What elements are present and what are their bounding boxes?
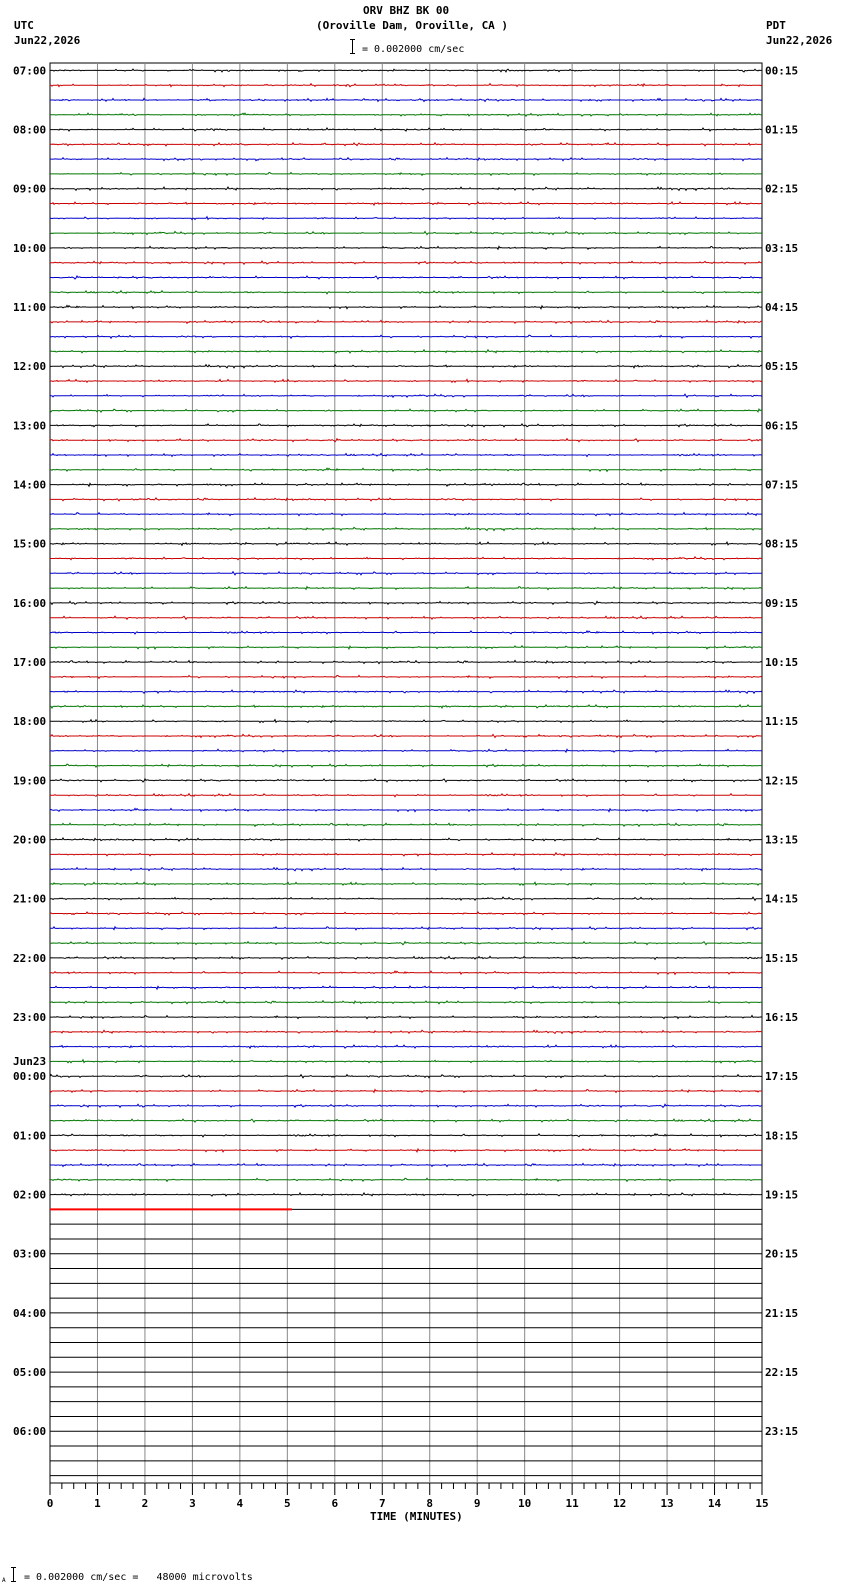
trace-line	[50, 98, 762, 101]
trace-line	[50, 601, 762, 604]
utc-hour-label: 15:00	[13, 537, 47, 551]
footer-scale-icon	[11, 1567, 16, 1582]
pdt-hour-label: 16:15	[765, 1011, 799, 1025]
trace-line	[50, 1060, 762, 1063]
trace-line	[50, 882, 762, 885]
trace-line	[50, 439, 762, 442]
pdt-label: PDT	[766, 19, 786, 32]
trace-line	[50, 1001, 762, 1004]
trace-line	[50, 1104, 762, 1107]
utc-hour-label: 20:00	[13, 833, 47, 847]
trace-line	[50, 143, 762, 146]
utc-hour-label: 00:00	[13, 1070, 47, 1084]
pdt-hour-label: 08:15	[765, 537, 799, 551]
utc-hour-label: 09:00	[13, 182, 47, 196]
trace-line	[50, 720, 762, 723]
utc-hour-label: 01:00	[13, 1129, 47, 1143]
utc-hour-label: 14:00	[13, 478, 47, 492]
trace-line	[50, 350, 762, 353]
trace-line	[50, 113, 762, 116]
pdt-hour-label: 03:15	[765, 241, 799, 255]
trace-line	[50, 246, 762, 249]
x-tick-label: 3	[189, 1497, 196, 1510]
footer-scale-prefix: A	[2, 1577, 6, 1584]
x-tick-label: 15	[755, 1497, 769, 1510]
trace-line	[50, 1016, 762, 1019]
trace-line	[50, 764, 762, 767]
utc-hour-label: 21:00	[13, 892, 47, 906]
trace-line	[50, 513, 762, 516]
trace-line	[50, 379, 762, 382]
trace-line	[50, 483, 762, 486]
trace-line	[50, 1134, 762, 1137]
trace-line	[50, 868, 762, 871]
pdt-hour-label: 05:15	[765, 360, 799, 374]
trace-line	[50, 986, 762, 989]
utc-hour-label: 18:00	[13, 715, 47, 729]
plot-frame	[50, 63, 762, 1483]
trace-line	[50, 173, 762, 176]
x-tick-label: 0	[46, 1497, 54, 1510]
pdt-hour-label: 10:15	[765, 656, 799, 670]
trace-line	[50, 187, 762, 190]
pdt-hour-label: 04:15	[765, 301, 799, 315]
chart-title: ORV BHZ BK 00	[363, 4, 450, 17]
trace-line	[50, 587, 762, 590]
pdt-hour-label: 18:15	[765, 1129, 799, 1143]
trace-line	[50, 1163, 762, 1166]
x-tick-label: 8	[426, 1497, 434, 1510]
trace-line	[50, 128, 762, 131]
pdt-hour-label: 11:15	[765, 715, 799, 729]
trace-line	[50, 276, 762, 279]
trace-line	[50, 572, 762, 575]
x-tick-label: 10	[518, 1497, 532, 1510]
trace-line	[50, 468, 762, 471]
scale-text: = 0.002000 cm/sec	[362, 44, 465, 55]
pdt-hour-label: 17:15	[765, 1070, 799, 1084]
trace-line	[50, 394, 762, 397]
trace-line	[50, 631, 762, 634]
utc-hour-label: 06:00	[13, 1425, 47, 1439]
utc-hour-label: 17:00	[13, 656, 47, 670]
utc-hour-label: 16:00	[13, 596, 47, 610]
trace-line	[50, 1119, 762, 1122]
trace-line	[50, 1178, 762, 1181]
trace-line	[50, 1030, 762, 1033]
trace-line	[50, 1090, 762, 1093]
utc-hour-label: 23:00	[13, 1011, 47, 1025]
trace-line	[50, 291, 762, 294]
x-tick-label: 14	[707, 1497, 722, 1510]
trace-line	[50, 320, 762, 323]
x-tick-label: 12	[612, 1497, 627, 1510]
trace-line	[50, 690, 762, 693]
pdt-hour-label: 02:15	[765, 182, 799, 196]
trace-line	[50, 927, 762, 930]
trace-line	[50, 897, 762, 900]
trace-line	[50, 838, 762, 841]
x-tick-label: 5	[284, 1497, 291, 1510]
trace-line	[50, 734, 762, 737]
trace-line	[50, 335, 762, 338]
utc-date: Jun22,2026	[14, 34, 81, 47]
trace-line	[50, 527, 762, 530]
x-tick-label: 1	[94, 1497, 101, 1510]
utc-hour-label: 02:00	[13, 1188, 47, 1202]
pdt-hour-label: 06:15	[765, 419, 799, 433]
trace-line	[50, 675, 762, 678]
utc-hour-label: 22:00	[13, 951, 47, 965]
trace-line	[50, 646, 762, 649]
utc-hour-label: 05:00	[13, 1366, 47, 1380]
utc-hour-label: 03:00	[13, 1247, 47, 1261]
x-axis-title: TIME (MINUTES)	[370, 1510, 463, 1523]
x-tick-label: 6	[331, 1497, 339, 1510]
x-tick-label: 11	[565, 1497, 579, 1510]
trace-line	[50, 956, 762, 959]
trace-line	[50, 306, 762, 309]
x-tick-label: 9	[473, 1497, 481, 1510]
pdt-hour-label: 09:15	[765, 596, 799, 610]
x-tick-label: 4	[236, 1497, 244, 1510]
trace-line	[50, 912, 762, 915]
pdt-date: Jun22,2026	[766, 34, 833, 47]
pdt-hour-label: 19:15	[765, 1188, 799, 1202]
chart-subtitle: (Oroville Dam, Oroville, CA )	[316, 19, 509, 32]
pdt-hour-label: 13:15	[765, 833, 799, 847]
pdt-hour-label: 15:15	[765, 951, 799, 965]
footer-scale-text: = 0.002000 cm/sec = 48000 microvolts	[24, 1572, 253, 1583]
pdt-hour-label: 01:15	[765, 123, 799, 137]
pdt-hour-label: 14:15	[765, 892, 799, 906]
utc-hour-label: 12:00	[13, 360, 47, 374]
trace-line	[50, 498, 762, 501]
pdt-hour-label: 07:15	[765, 478, 799, 492]
trace-line	[50, 202, 762, 205]
trace-line	[50, 749, 762, 752]
trace-line	[50, 232, 762, 235]
trace-line	[50, 779, 762, 782]
pdt-hour-label: 22:15	[765, 1366, 799, 1380]
trace-line	[50, 158, 762, 161]
trace-line	[50, 424, 762, 427]
pdt-hour-label: 20:15	[765, 1247, 799, 1261]
x-tick-label: 2	[141, 1497, 149, 1510]
utc-hour-label: 08:00	[13, 123, 47, 137]
utc-hour-label: 13:00	[13, 419, 47, 433]
trace-line	[50, 217, 762, 220]
trace-line	[50, 409, 762, 412]
utc-label: UTC	[14, 19, 34, 32]
utc-hour-label: 11:00	[13, 301, 47, 315]
trace-line	[50, 808, 762, 811]
trace-line	[50, 261, 762, 264]
trace-line	[50, 661, 762, 664]
trace-line	[50, 823, 762, 826]
trace-line	[50, 853, 762, 856]
trace-line	[50, 1149, 762, 1152]
utc-hour-label: 10:00	[13, 241, 47, 255]
trace-line	[50, 705, 762, 708]
trace-line	[50, 616, 762, 619]
trace-line	[50, 794, 762, 797]
utc-hour-label: 19:00	[13, 774, 47, 788]
trace-line	[50, 557, 762, 560]
trace-line	[50, 365, 762, 368]
pdt-hour-label: 00:15	[765, 64, 799, 78]
trace-line	[50, 1193, 762, 1196]
date-change-label: Jun23	[13, 1055, 47, 1069]
trace-line	[50, 454, 762, 457]
pdt-hour-label: 23:15	[765, 1425, 799, 1439]
x-tick-label: 13	[660, 1497, 674, 1510]
trace-line	[50, 1045, 762, 1048]
x-tick-label: 7	[378, 1497, 386, 1510]
pdt-hour-label: 12:15	[765, 774, 799, 788]
utc-hour-label: 04:00	[13, 1306, 47, 1320]
trace-line	[50, 84, 762, 87]
trace-line	[50, 942, 762, 945]
trace-line	[50, 971, 762, 974]
pdt-hour-label: 21:15	[765, 1306, 799, 1320]
trace-line	[50, 69, 762, 72]
utc-hour-label: 07:00	[13, 64, 47, 78]
trace-line	[50, 1075, 762, 1078]
trace-line	[50, 542, 762, 545]
